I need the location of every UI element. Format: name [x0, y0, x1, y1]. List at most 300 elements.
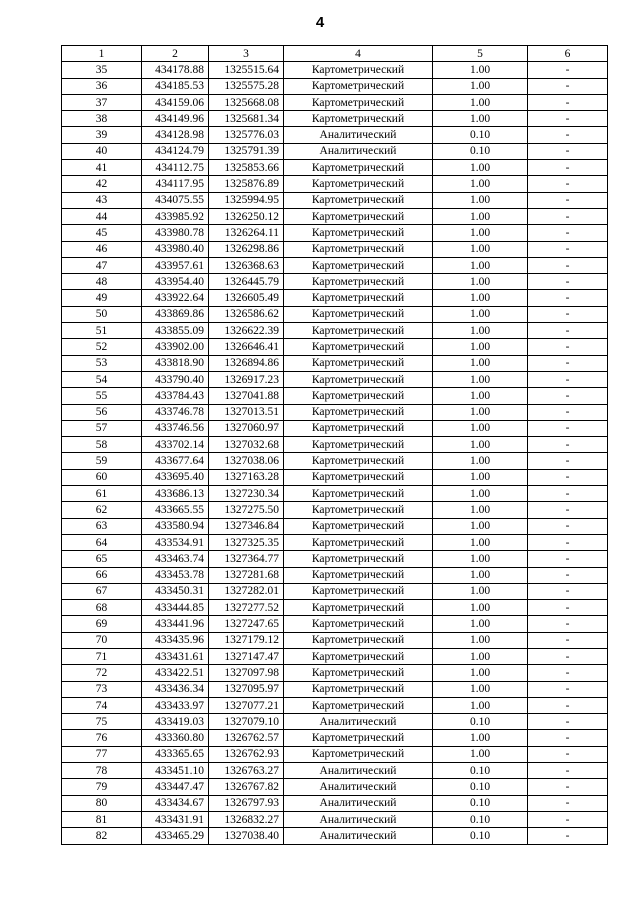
precision-cell: 0.10: [433, 795, 528, 811]
method-cell: Картометрический: [284, 62, 433, 78]
extra-cell: -: [528, 437, 608, 453]
extra-cell: -: [528, 697, 608, 713]
precision-cell: 1.00: [433, 339, 528, 355]
x-coordinate-cell: 433985.92: [142, 208, 209, 224]
point-number-cell: 51: [62, 323, 142, 339]
method-cell: Аналитический: [284, 811, 433, 827]
point-number-cell: 75: [62, 714, 142, 730]
table-row: [62, 225, 608, 241]
x-coordinate-cell: 433422.51: [142, 665, 209, 681]
column-header-4: 4: [284, 46, 433, 62]
table-row: [62, 469, 608, 485]
table-row: [62, 600, 608, 616]
extra-cell: -: [528, 420, 608, 436]
table-row: [62, 143, 608, 159]
table-row: [62, 323, 608, 339]
table-row: [62, 502, 608, 518]
y-coordinate-cell: 1327060.97: [209, 420, 284, 436]
table-row: [62, 632, 608, 648]
table-row: [62, 616, 608, 632]
point-number-cell: 50: [62, 306, 142, 322]
table-row: [62, 306, 608, 322]
extra-cell: -: [528, 388, 608, 404]
y-coordinate-cell: 1327325.35: [209, 534, 284, 550]
x-coordinate-cell: 434149.96: [142, 111, 209, 127]
precision-cell: 1.00: [433, 290, 528, 306]
precision-cell: 0.10: [433, 779, 528, 795]
method-cell: Картометрический: [284, 323, 433, 339]
precision-cell: 1.00: [433, 306, 528, 322]
point-number-cell: 72: [62, 665, 142, 681]
table-row: [62, 730, 608, 746]
precision-cell: 1.00: [433, 420, 528, 436]
extra-cell: -: [528, 763, 608, 779]
y-coordinate-cell: 1326622.39: [209, 323, 284, 339]
precision-cell: 1.00: [433, 257, 528, 273]
x-coordinate-cell: 433954.40: [142, 274, 209, 290]
table-row: [62, 241, 608, 257]
precision-cell: 0.10: [433, 811, 528, 827]
x-coordinate-cell: 433818.90: [142, 355, 209, 371]
table-row: [62, 192, 608, 208]
point-number-cell: 36: [62, 78, 142, 94]
extra-cell: -: [528, 371, 608, 387]
y-coordinate-cell: 1326832.27: [209, 811, 284, 827]
x-coordinate-cell: 433433.97: [142, 697, 209, 713]
extra-cell: -: [528, 323, 608, 339]
method-cell: Картометрический: [284, 241, 433, 257]
y-coordinate-cell: 1325575.28: [209, 78, 284, 94]
point-number-cell: 62: [62, 502, 142, 518]
precision-cell: 1.00: [433, 208, 528, 224]
extra-cell: -: [528, 176, 608, 192]
extra-cell: -: [528, 78, 608, 94]
x-coordinate-cell: 433784.43: [142, 388, 209, 404]
table-body: [62, 62, 608, 844]
column-header-5: 5: [433, 46, 528, 62]
method-cell: Аналитический: [284, 714, 433, 730]
y-coordinate-cell: 1327364.77: [209, 551, 284, 567]
x-coordinate-cell: 433980.78: [142, 225, 209, 241]
extra-cell: -: [528, 469, 608, 485]
method-cell: Картометрический: [284, 290, 433, 306]
precision-cell: 1.00: [433, 697, 528, 713]
point-number-cell: 40: [62, 143, 142, 159]
precision-cell: 1.00: [433, 534, 528, 550]
y-coordinate-cell: 1325681.34: [209, 111, 284, 127]
y-coordinate-cell: 1325853.66: [209, 160, 284, 176]
precision-cell: 1.00: [433, 730, 528, 746]
point-number-cell: 47: [62, 257, 142, 273]
table-row: [62, 437, 608, 453]
extra-cell: -: [528, 828, 608, 844]
y-coordinate-cell: 1327281.68: [209, 567, 284, 583]
point-number-cell: 57: [62, 420, 142, 436]
method-cell: Картометрический: [284, 681, 433, 697]
point-number-cell: 59: [62, 453, 142, 469]
table-row: [62, 795, 608, 811]
y-coordinate-cell: 1326797.93: [209, 795, 284, 811]
y-coordinate-cell: 1326250.12: [209, 208, 284, 224]
x-coordinate-cell: 434159.06: [142, 94, 209, 110]
x-coordinate-cell: 433677.64: [142, 453, 209, 469]
y-coordinate-cell: 1326368.63: [209, 257, 284, 273]
x-coordinate-cell: 434124.79: [142, 143, 209, 159]
point-number-cell: 70: [62, 632, 142, 648]
method-cell: Картометрический: [284, 371, 433, 387]
precision-cell: 1.00: [433, 78, 528, 94]
precision-cell: 1.00: [433, 551, 528, 567]
point-number-cell: 68: [62, 600, 142, 616]
x-coordinate-cell: 433463.74: [142, 551, 209, 567]
precision-cell: 1.00: [433, 323, 528, 339]
point-number-cell: 79: [62, 779, 142, 795]
y-coordinate-cell: 1327179.12: [209, 632, 284, 648]
point-number-cell: 44: [62, 208, 142, 224]
point-number-cell: 65: [62, 551, 142, 567]
table-row: [62, 355, 608, 371]
y-coordinate-cell: 1327079.10: [209, 714, 284, 730]
point-number-cell: 39: [62, 127, 142, 143]
x-coordinate-cell: 433746.56: [142, 420, 209, 436]
y-coordinate-cell: 1327038.40: [209, 828, 284, 844]
method-cell: Картометрический: [284, 632, 433, 648]
x-coordinate-cell: 433686.13: [142, 486, 209, 502]
extra-cell: -: [528, 567, 608, 583]
extra-cell: -: [528, 94, 608, 110]
precision-cell: 1.00: [433, 388, 528, 404]
method-cell: Картометрический: [284, 616, 433, 632]
table-row: [62, 534, 608, 550]
precision-cell: 0.10: [433, 714, 528, 730]
point-number-cell: 60: [62, 469, 142, 485]
point-number-cell: 82: [62, 828, 142, 844]
table-row: [62, 648, 608, 664]
method-cell: Картометрический: [284, 730, 433, 746]
extra-cell: -: [528, 127, 608, 143]
table-row: [62, 583, 608, 599]
precision-cell: 1.00: [433, 681, 528, 697]
table-row: [62, 62, 608, 78]
method-cell: Картометрический: [284, 94, 433, 110]
point-number-cell: 49: [62, 290, 142, 306]
point-number-cell: 52: [62, 339, 142, 355]
precision-cell: 1.00: [433, 355, 528, 371]
precision-cell: 1.00: [433, 274, 528, 290]
y-coordinate-cell: 1326894.86: [209, 355, 284, 371]
x-coordinate-cell: 433902.00: [142, 339, 209, 355]
x-coordinate-cell: 433434.67: [142, 795, 209, 811]
y-coordinate-cell: 1326298.86: [209, 241, 284, 257]
extra-cell: -: [528, 257, 608, 273]
coordinates-table: [61, 45, 608, 845]
precision-cell: 1.00: [433, 567, 528, 583]
point-number-cell: 37: [62, 94, 142, 110]
x-coordinate-cell: 433447.47: [142, 779, 209, 795]
point-number-cell: 41: [62, 160, 142, 176]
x-coordinate-cell: 433665.55: [142, 502, 209, 518]
extra-cell: -: [528, 192, 608, 208]
y-coordinate-cell: 1327346.84: [209, 518, 284, 534]
table-row: [62, 697, 608, 713]
method-cell: Аналитический: [284, 779, 433, 795]
point-number-cell: 46: [62, 241, 142, 257]
extra-cell: -: [528, 583, 608, 599]
table-row: [62, 811, 608, 827]
method-cell: Картометрический: [284, 388, 433, 404]
precision-cell: 1.00: [433, 225, 528, 241]
point-number-cell: 56: [62, 404, 142, 420]
method-cell: Картометрический: [284, 306, 433, 322]
method-cell: Картометрический: [284, 111, 433, 127]
precision-cell: 0.10: [433, 828, 528, 844]
table-row: [62, 160, 608, 176]
x-coordinate-cell: 433360.80: [142, 730, 209, 746]
method-cell: Картометрический: [284, 160, 433, 176]
table-row: [62, 404, 608, 420]
table-row: [62, 665, 608, 681]
extra-cell: -: [528, 518, 608, 534]
extra-cell: -: [528, 404, 608, 420]
method-cell: Картометрический: [284, 208, 433, 224]
method-cell: Картометрический: [284, 78, 433, 94]
x-coordinate-cell: 434185.53: [142, 78, 209, 94]
table-row: [62, 388, 608, 404]
point-number-cell: 67: [62, 583, 142, 599]
extra-cell: -: [528, 290, 608, 306]
extra-cell: -: [528, 355, 608, 371]
y-coordinate-cell: 1327275.50: [209, 502, 284, 518]
point-number-cell: 69: [62, 616, 142, 632]
x-coordinate-cell: 433419.03: [142, 714, 209, 730]
point-number-cell: 71: [62, 648, 142, 664]
y-coordinate-cell: 1327282.01: [209, 583, 284, 599]
x-coordinate-cell: 433453.78: [142, 567, 209, 583]
point-number-cell: 77: [62, 746, 142, 762]
table-row: [62, 127, 608, 143]
point-number-cell: 66: [62, 567, 142, 583]
x-coordinate-cell: 433580.94: [142, 518, 209, 534]
extra-cell: -: [528, 746, 608, 762]
y-coordinate-cell: 1326763.27: [209, 763, 284, 779]
extra-cell: -: [528, 208, 608, 224]
precision-cell: 1.00: [433, 518, 528, 534]
precision-cell: 1.00: [433, 502, 528, 518]
x-coordinate-cell: 433869.86: [142, 306, 209, 322]
precision-cell: 1.00: [433, 192, 528, 208]
precision-cell: 1.00: [433, 469, 528, 485]
method-cell: Аналитический: [284, 763, 433, 779]
x-coordinate-cell: 434117.95: [142, 176, 209, 192]
table-row: [62, 339, 608, 355]
table-row: [62, 551, 608, 567]
x-coordinate-cell: 433441.96: [142, 616, 209, 632]
y-coordinate-cell: 1327041.88: [209, 388, 284, 404]
y-coordinate-cell: 1326605.49: [209, 290, 284, 306]
x-coordinate-cell: 434112.75: [142, 160, 209, 176]
extra-cell: -: [528, 779, 608, 795]
precision-cell: 1.00: [433, 583, 528, 599]
precision-cell: 1.00: [433, 453, 528, 469]
y-coordinate-cell: 1327077.21: [209, 697, 284, 713]
extra-cell: -: [528, 730, 608, 746]
table-row: [62, 257, 608, 273]
column-header-2: 2: [142, 46, 209, 62]
y-coordinate-cell: 1326762.57: [209, 730, 284, 746]
method-cell: Аналитический: [284, 127, 433, 143]
precision-cell: 1.00: [433, 600, 528, 616]
precision-cell: 1.00: [433, 111, 528, 127]
x-coordinate-cell: 433465.29: [142, 828, 209, 844]
precision-cell: 1.00: [433, 371, 528, 387]
point-number-cell: 48: [62, 274, 142, 290]
x-coordinate-cell: 433922.64: [142, 290, 209, 306]
extra-cell: -: [528, 714, 608, 730]
point-number-cell: 55: [62, 388, 142, 404]
extra-cell: -: [528, 241, 608, 257]
extra-cell: -: [528, 143, 608, 159]
point-number-cell: 74: [62, 697, 142, 713]
x-coordinate-cell: 433957.61: [142, 257, 209, 273]
precision-cell: 1.00: [433, 241, 528, 257]
point-number-cell: 61: [62, 486, 142, 502]
method-cell: Аналитический: [284, 795, 433, 811]
method-cell: Картометрический: [284, 551, 433, 567]
y-coordinate-cell: 1326917.23: [209, 371, 284, 387]
x-coordinate-cell: 433444.85: [142, 600, 209, 616]
precision-cell: 1.00: [433, 160, 528, 176]
y-coordinate-cell: 1325668.08: [209, 94, 284, 110]
x-coordinate-cell: 433746.78: [142, 404, 209, 420]
y-coordinate-cell: 1327095.97: [209, 681, 284, 697]
x-coordinate-cell: 434128.98: [142, 127, 209, 143]
extra-cell: -: [528, 534, 608, 550]
extra-cell: -: [528, 811, 608, 827]
method-cell: Картометрический: [284, 665, 433, 681]
method-cell: Картометрический: [284, 486, 433, 502]
table-row: [62, 453, 608, 469]
extra-cell: -: [528, 665, 608, 681]
extra-cell: -: [528, 274, 608, 290]
table-row: [62, 78, 608, 94]
x-coordinate-cell: 434178.88: [142, 62, 209, 78]
extra-cell: -: [528, 62, 608, 78]
precision-cell: 1.00: [433, 404, 528, 420]
x-coordinate-cell: 433702.14: [142, 437, 209, 453]
point-number-cell: 81: [62, 811, 142, 827]
method-cell: Аналитический: [284, 828, 433, 844]
y-coordinate-cell: 1325515.64: [209, 62, 284, 78]
method-cell: Картометрический: [284, 420, 433, 436]
method-cell: Картометрический: [284, 404, 433, 420]
x-coordinate-cell: 433365.65: [142, 746, 209, 762]
table-row: [62, 518, 608, 534]
precision-cell: 1.00: [433, 62, 528, 78]
point-number-cell: 78: [62, 763, 142, 779]
precision-cell: 1.00: [433, 486, 528, 502]
x-coordinate-cell: 433436.34: [142, 681, 209, 697]
table-row: [62, 714, 608, 730]
x-coordinate-cell: 433431.91: [142, 811, 209, 827]
table-row: [62, 371, 608, 387]
column-header-6: 6: [528, 46, 608, 62]
point-number-cell: 35: [62, 62, 142, 78]
table-row: [62, 176, 608, 192]
table-header-row: [62, 46, 608, 62]
extra-cell: -: [528, 453, 608, 469]
extra-cell: -: [528, 795, 608, 811]
method-cell: Картометрический: [284, 453, 433, 469]
y-coordinate-cell: 1326264.11: [209, 225, 284, 241]
method-cell: Картометрический: [284, 192, 433, 208]
point-number-cell: 54: [62, 371, 142, 387]
y-coordinate-cell: 1325776.03: [209, 127, 284, 143]
method-cell: Картометрический: [284, 648, 433, 664]
x-coordinate-cell: 433980.40: [142, 241, 209, 257]
extra-cell: -: [528, 551, 608, 567]
y-coordinate-cell: 1327013.51: [209, 404, 284, 420]
table-row: [62, 208, 608, 224]
x-coordinate-cell: 433451.10: [142, 763, 209, 779]
table-row: [62, 94, 608, 110]
point-number-cell: 43: [62, 192, 142, 208]
extra-cell: -: [528, 600, 608, 616]
y-coordinate-cell: 1326767.82: [209, 779, 284, 795]
precision-cell: 1.00: [433, 94, 528, 110]
x-coordinate-cell: 433695.40: [142, 469, 209, 485]
method-cell: Картометрический: [284, 502, 433, 518]
y-coordinate-cell: 1327277.52: [209, 600, 284, 616]
y-coordinate-cell: 1327097.98: [209, 665, 284, 681]
extra-cell: -: [528, 339, 608, 355]
point-number-cell: 73: [62, 681, 142, 697]
method-cell: Аналитический: [284, 143, 433, 159]
extra-cell: -: [528, 486, 608, 502]
x-coordinate-cell: 433790.40: [142, 371, 209, 387]
table-row: [62, 828, 608, 844]
method-cell: Картометрический: [284, 600, 433, 616]
y-coordinate-cell: 1326646.41: [209, 339, 284, 355]
column-header-1: 1: [62, 46, 142, 62]
x-coordinate-cell: 433855.09: [142, 323, 209, 339]
extra-cell: -: [528, 648, 608, 664]
table-row: [62, 763, 608, 779]
precision-cell: 1.00: [433, 616, 528, 632]
y-coordinate-cell: 1327230.34: [209, 486, 284, 502]
method-cell: Картометрический: [284, 274, 433, 290]
method-cell: Картометрический: [284, 257, 433, 273]
point-number-cell: 64: [62, 534, 142, 550]
precision-cell: 0.10: [433, 143, 528, 159]
y-coordinate-cell: 1325791.39: [209, 143, 284, 159]
table-row: [62, 274, 608, 290]
table-row: [62, 746, 608, 762]
point-number-cell: 53: [62, 355, 142, 371]
method-cell: Картометрический: [284, 176, 433, 192]
point-number-cell: 42: [62, 176, 142, 192]
table-row: [62, 111, 608, 127]
extra-cell: -: [528, 111, 608, 127]
precision-cell: 1.00: [433, 437, 528, 453]
extra-cell: -: [528, 502, 608, 518]
point-number-cell: 38: [62, 111, 142, 127]
precision-cell: 0.10: [433, 763, 528, 779]
point-number-cell: 76: [62, 730, 142, 746]
extra-cell: -: [528, 681, 608, 697]
page-number: 4: [315, 14, 325, 31]
point-number-cell: 45: [62, 225, 142, 241]
method-cell: Картометрический: [284, 697, 433, 713]
